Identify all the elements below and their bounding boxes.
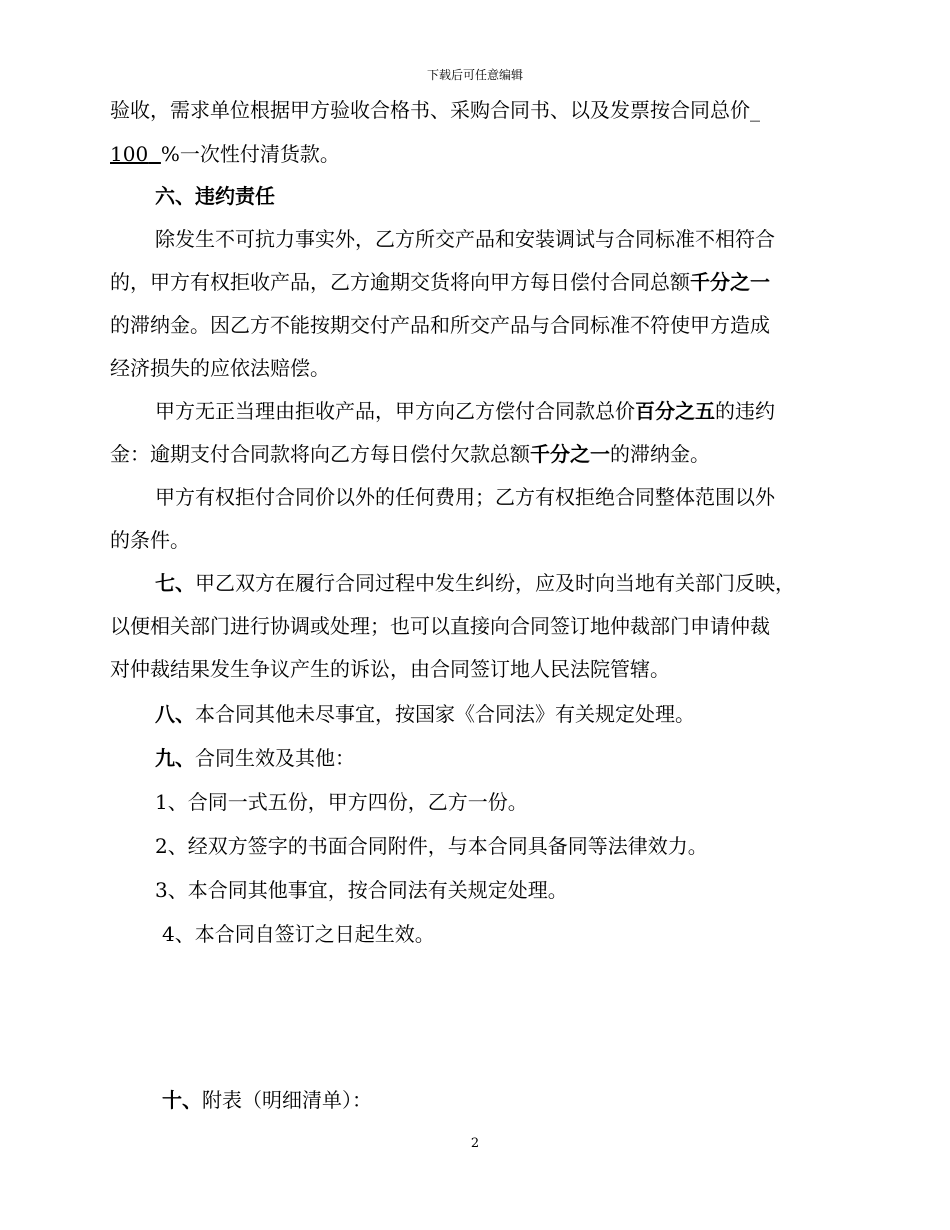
section-7-number: 七、 [155, 571, 195, 595]
section-6-para-1-line-1: 除发生不可抗力事实外，乙方所交产品和安装调试与合同标准不相符合 [155, 227, 775, 251]
section-6-para-2-line-2: 金：逾期支付合同款将向乙方每日偿付欠款总额千分之一的滞纳金。 [110, 442, 710, 466]
section-8: 八、本合同其他未尽事宜，按国家《合同法》有关规定处理。 [155, 702, 695, 726]
section-9: 九、合同生效及其他： [155, 746, 355, 770]
section-9-number: 九、 [155, 746, 195, 770]
section-9-item-1: 1、合同一式五份，甲方四份，乙方一份。 [155, 790, 528, 814]
section-10: 十、附表（明细清单）： [162, 1088, 372, 1112]
section-6-para-1-line-2: 的，甲方有权拒收产品，乙方逾期交货将向甲方每日偿付合同总额千分之一 [110, 270, 770, 294]
section-10-number: 十、 [162, 1088, 202, 1112]
payment-clause-line-2: 100 %一次性付清货款。 [110, 142, 340, 166]
section-9-item-2: 2、经双方签字的书面合同附件，与本合同具备同等法律效力。 [155, 834, 708, 858]
section-6-para-1-line-3: 的滞纳金。因乙方不能按期交付产品和所交产品与合同标准不符使甲方造成 [110, 313, 770, 337]
penalty-rate-late-payment: 千分之一 [530, 442, 610, 466]
section-6-para-3-line-2: 的条件。 [110, 528, 190, 552]
section-7-line-2: 以便相关部门进行协调或处理；也可以直接向合同签订地仲裁部门申请仲裁 [110, 614, 770, 638]
section-6-para-1-line-4: 经济损失的应依法赔偿。 [110, 356, 330, 380]
section-9-item-4: 4、本合同自签订之日起生效。 [162, 922, 435, 946]
section-7-line-3: 对仲裁结果发生争议产生的诉讼，由合同签订地人民法院管辖。 [110, 657, 670, 681]
page-header: 下载后可任意编辑 [426, 68, 523, 82]
section-7-line-1: 七、甲乙双方在履行合同过程中发生纠纷，应及时向当地有关部门反映， [155, 571, 795, 595]
section-6-para-2-line-1: 甲方无正当理由拒收产品，甲方向乙方偿付合同款总价百分之五的违约 [155, 399, 775, 423]
payment-clause-line-1: 验收，需求单位根据甲方验收合格书、采购合同书、以及发票按合同总价_ [110, 98, 760, 122]
page-number: 2 [470, 1136, 480, 1151]
section-6-para-3-line-1: 甲方有权拒付合同价以外的任何费用；乙方有权拒绝合同整体范围以外 [155, 485, 775, 509]
section-9-item-3: 3、本合同其他事宜，按合同法有关规定处理。 [155, 878, 568, 902]
penalty-rate-daily: 千分之一 [690, 270, 770, 294]
section-6-heading: 六、违约责任 [155, 184, 275, 208]
payment-percentage: 100 [110, 142, 149, 166]
section-8-number: 八、 [155, 702, 195, 726]
penalty-rate-refusal: 百分之五 [635, 399, 715, 423]
